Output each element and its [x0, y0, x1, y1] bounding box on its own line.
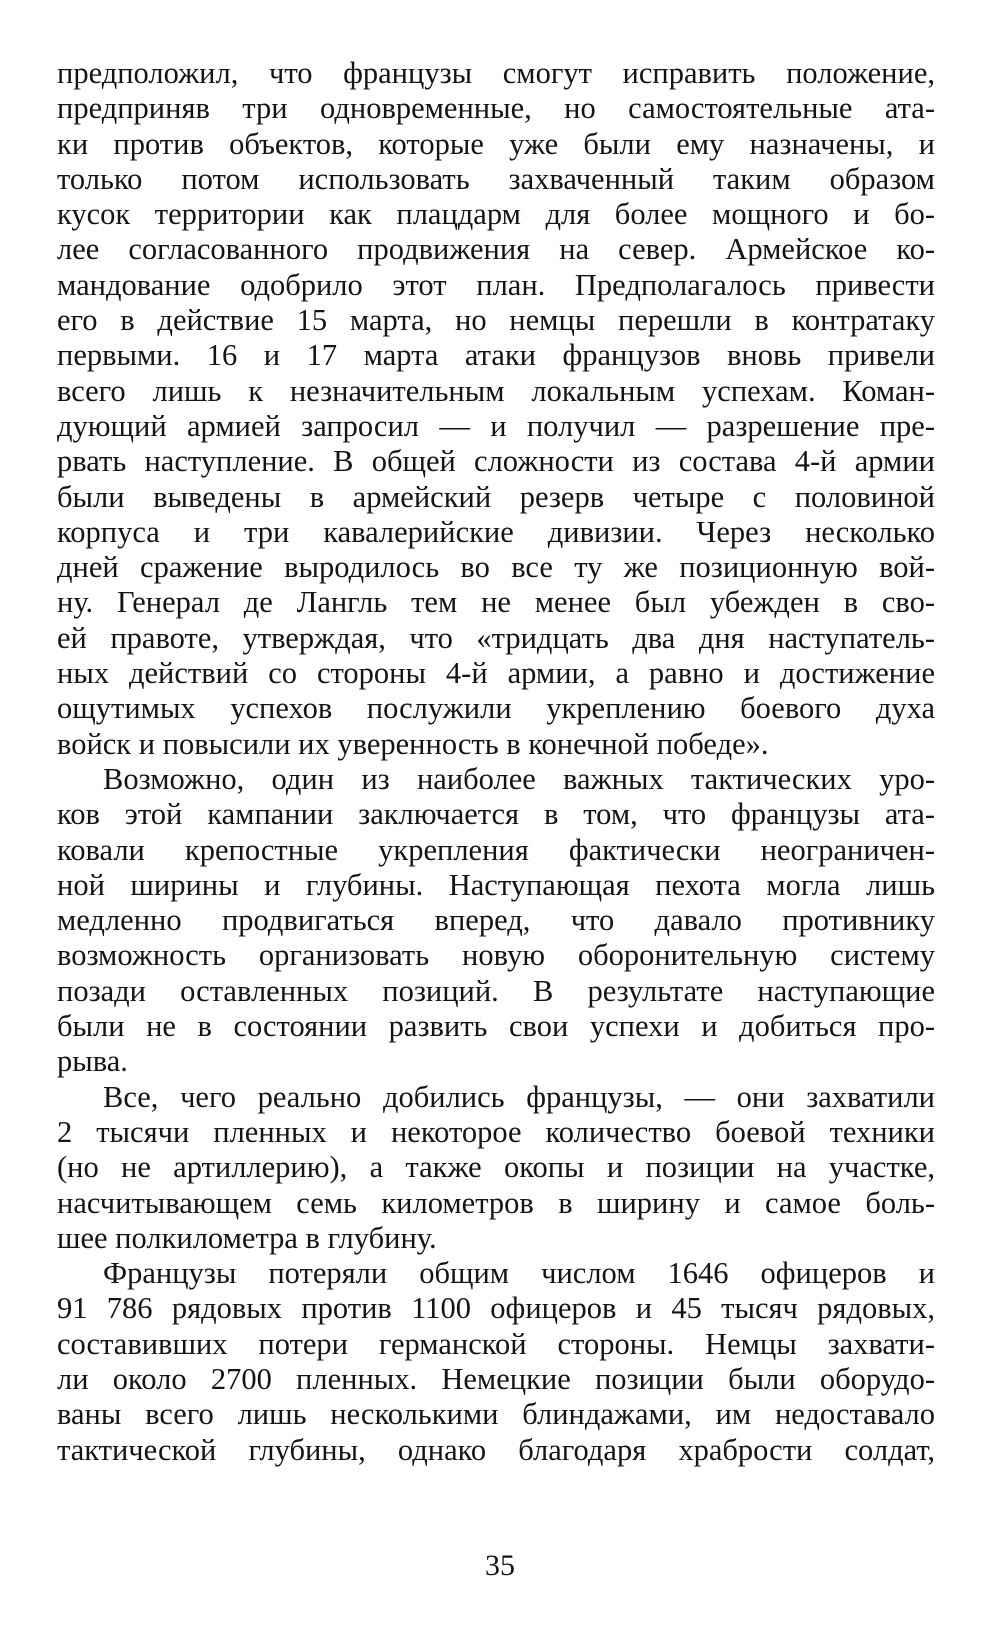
text-line: его в действие 15 марта, но немцы перешли в контратаку — [57, 303, 935, 338]
paragraph-end-line: рыва. — [57, 1044, 128, 1079]
text-line: только потом использовать захваченный таким образом — [57, 161, 935, 196]
text-line: мандование одобрило этот план. Предполагалось привести — [57, 267, 935, 302]
text-line: рвать наступление. В общей сложности из состава 4-й армии — [57, 444, 935, 479]
text-line: ных действий со стороны 4-й армии, а равно и достижение — [57, 656, 935, 691]
paragraph-start-line: Французы потеряли общим числом 1646 офицеров и — [103, 1256, 935, 1291]
text-line: предприняв три одновременные, но самостоятельные ата- — [57, 91, 935, 126]
text-line: 91 786 рядовых против 1100 офицеров и 45 тысяч рядовых, — [57, 1291, 935, 1326]
paragraph-end-line: войск и повысили их уверенность в конечной победе». — [57, 726, 769, 761]
text-line: составивших потери германской стороны. Немцы захвати- — [57, 1326, 935, 1361]
text-line: дующий армией запросил — и получил — разрешение пре- — [57, 408, 935, 443]
text-line: всего лишь к незначительным локальным успехам. Коман- — [57, 373, 935, 408]
text-line: ки против объектов, которые уже были ему назначены, и — [57, 126, 935, 161]
text-line: ей правоте, утверждая, что «тридцать два дня наступатель- — [57, 620, 935, 655]
paragraph-end-line: шее полкилометра в глубину. — [57, 1220, 437, 1255]
text-line: лее согласованного продвижения на север. Армейское ко- — [57, 232, 935, 267]
text-line: ну. Генерал де Лангль тем не менее был убежден в сво- — [57, 585, 935, 620]
paragraph-start-line: Возможно, один из наиболее важных тактических уро- — [103, 761, 935, 796]
text-line: ваны всего лишь несколькими блиндажами, им недоставало — [57, 1397, 935, 1432]
body-text — [57, 56, 935, 1468]
text-line: ли около 2700 пленных. Немецкие позиции были оборудо- — [57, 1361, 935, 1396]
text-line: насчитывающем семь километров в ширину и самое боль- — [57, 1185, 935, 1220]
page-number: 35 — [485, 1549, 515, 1582]
text-line: ной ширины и глубины. Наступающая пехота могла лишь — [57, 867, 935, 902]
text-line: первыми. 16 и 17 марта атаки французов вновь привели — [57, 338, 935, 373]
text-line: были не в состоянии развить свои успехи и добиться про- — [57, 1009, 935, 1044]
text-line: были выведены в армейский резерв четыре с половиной — [57, 479, 935, 514]
paragraph-start-line: Все, чего реально добились французы, — они захватили — [103, 1079, 935, 1114]
text-line: (но не артиллерию), а также окопы и позиции на участке, — [57, 1150, 935, 1185]
text-line: предположил, что французы смогут исправить положение, — [57, 56, 935, 90]
text-line: ков этой кампании заключается в том, что французы ата- — [57, 797, 935, 832]
text-line: ощутимых успехов послужили укреплению боевого духа — [57, 691, 935, 726]
text-line: кусок территории как плацдарм для более мощного и бо- — [57, 197, 935, 232]
text-line: позади оставленных позиций. В результате наступающие — [57, 973, 935, 1008]
text-line: тактической глубины, однако благодаря храбрости солдат, — [57, 1432, 935, 1467]
text-line: дней сражение выродилось во все ту же позиционную вой- — [57, 550, 935, 585]
text-line: медленно продвигаться вперед, что давало противнику — [57, 903, 935, 938]
text-line: 2 тысячи пленных и некоторое количество боевой техники — [57, 1114, 935, 1149]
text-line: корпуса и три кавалерийские дивизии. Через несколько — [57, 514, 935, 549]
text-line: ковали крепостные укрепления фактически неограничен- — [57, 832, 935, 867]
text-line: возможность организовать новую оборонительную систему — [57, 938, 935, 973]
